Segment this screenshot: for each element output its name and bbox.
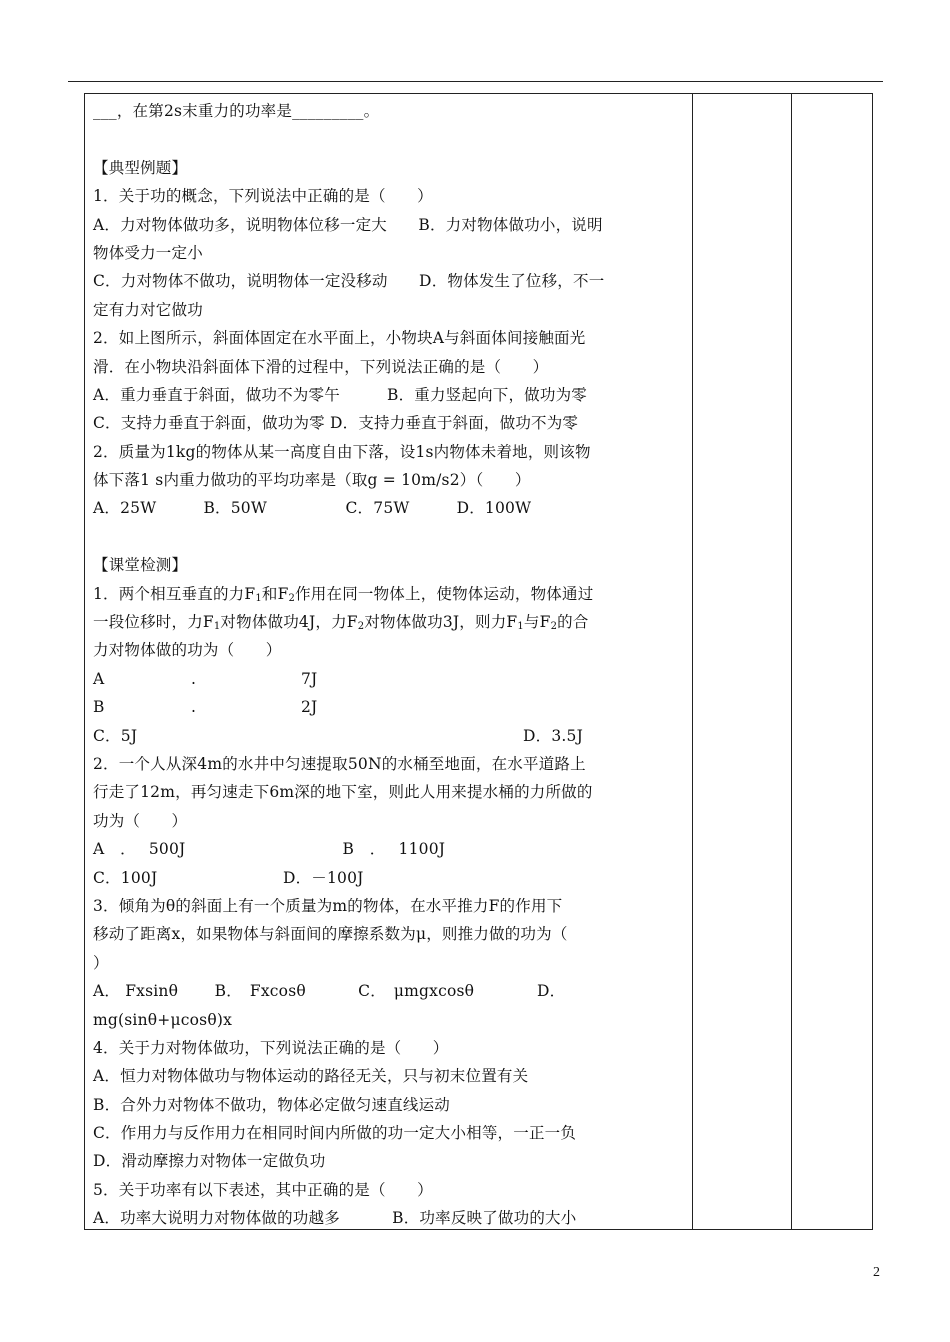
check-line: C．作用力与反作用力在相同时间内所做的功一定大小相等，一正一负 (93, 1124, 577, 1143)
check-line: ） (93, 953, 109, 972)
example-line: 体下落1 s内重力做功的平均功率是（取g = 10m/s2）（ ） (93, 471, 531, 490)
examples-heading: 【典型例题】 (93, 158, 188, 177)
check-line: B．合外力对物体不做功，物体必定做匀速直线运动 (93, 1095, 450, 1114)
check-heading: 【课堂检测】 (93, 556, 188, 575)
example-line: 2．如上图所示，斜面体固定在水平面上，小物块A与斜面体间接触面光 (93, 329, 586, 348)
check-line: D．滑动摩擦力对物体一定做负功 (93, 1152, 326, 1171)
check-line: A．功率大说明力对物体做的功越多 B．功率反映了做功的大小 (93, 1209, 577, 1228)
check-line: A． Fxsinθ B． Fxcosθ C． μmgxcosθ D． (93, 982, 566, 1001)
check-line: 4．关于力对物体做功，下列说法正确的是（ ） (93, 1038, 449, 1057)
column-divider (791, 94, 792, 1229)
check-q1-option-b: B . 2J (93, 698, 318, 717)
example-line: C．力对物体不做功，说明物体一定没移动 D．物体发生了位移，不一 (93, 272, 605, 291)
top-fragment: ___，在第2s末重力的功率是_________。 (93, 102, 380, 120)
check-line: 行走了12m，再匀速走下6m深的地下室，则此人用来提水桶的力所做的 (93, 783, 593, 802)
example-line: A．重力垂直于斜面，做功不为零午 B．重力竖起向下，做功为零 (93, 385, 587, 404)
check-q1-line1: 1．两个相互垂直的力$F_1$和$F_2$作用在同一物体上，使物体运动，物体通过 (93, 584, 594, 604)
check-q1-line2: 一段位移时，力$F_1$对物体做功4J，力$F_2$对物体做功3J，则力$F_1$与$F_2$的合 (93, 613, 589, 633)
check-line: 3．倾角为θ的斜面上有一个质量为m的物体，在水平推力F的作用下 (93, 896, 563, 915)
example-line: 定有力对它做功 (93, 300, 203, 319)
page-number: 2 (873, 1265, 880, 1280)
example-line: 2．质量为1kg的物体从某一高度自由下落，设1s内物体未着地，则该物 (93, 442, 591, 461)
check-line: A ． 500J B ． 1100J (93, 840, 446, 859)
check-q1-line3: 力对物体做的功为（ ） (93, 641, 282, 660)
example-line: 滑．在小物块沿斜面体下滑的过程中，下列说法正确的是（ ） (93, 357, 549, 376)
check-q1-option-a: A . 7J (93, 669, 318, 688)
example-line: A．25W B．50W C．75W D．100W (93, 499, 532, 518)
example-line: A．力对物体做功多，说明物体位移一定大 B．力对物体做功小，说明 (93, 215, 603, 234)
example-line: C．支持力垂直于斜面，做功为零 D．支持力垂直于斜面，做功不为零 (93, 414, 579, 433)
check-q1-options-cd: C．5J D．3.5J (93, 726, 583, 745)
main-cell (93, 94, 687, 1233)
header-rule (68, 81, 883, 82)
check-line: 功为（ ） (93, 811, 188, 830)
check-line: 5．关于功率有以下表述，其中正确的是（ ） (93, 1180, 433, 1199)
check-line: 2．一个人从深4m的水井中匀速提取50N的水桶至地面，在水平道路上 (93, 754, 586, 773)
check-line: C．100J D．－100J (93, 868, 364, 887)
example-line: 物体受力一定小 (93, 243, 203, 262)
column-divider (692, 94, 693, 1229)
check-line: 移动了距离x，如果物体与斜面间的摩擦系数为μ，则推力做的功为（ (93, 925, 568, 944)
check-line: mg(sinθ+μcosθ)x (93, 1010, 233, 1029)
check-line: A．恒力对物体做功与物体运动的路径无关，只与初末位置有关 (93, 1067, 529, 1086)
lesson-table (84, 93, 873, 1230)
example-line: 1．关于功的概念，下列说法中正确的是（ ） (93, 187, 433, 206)
